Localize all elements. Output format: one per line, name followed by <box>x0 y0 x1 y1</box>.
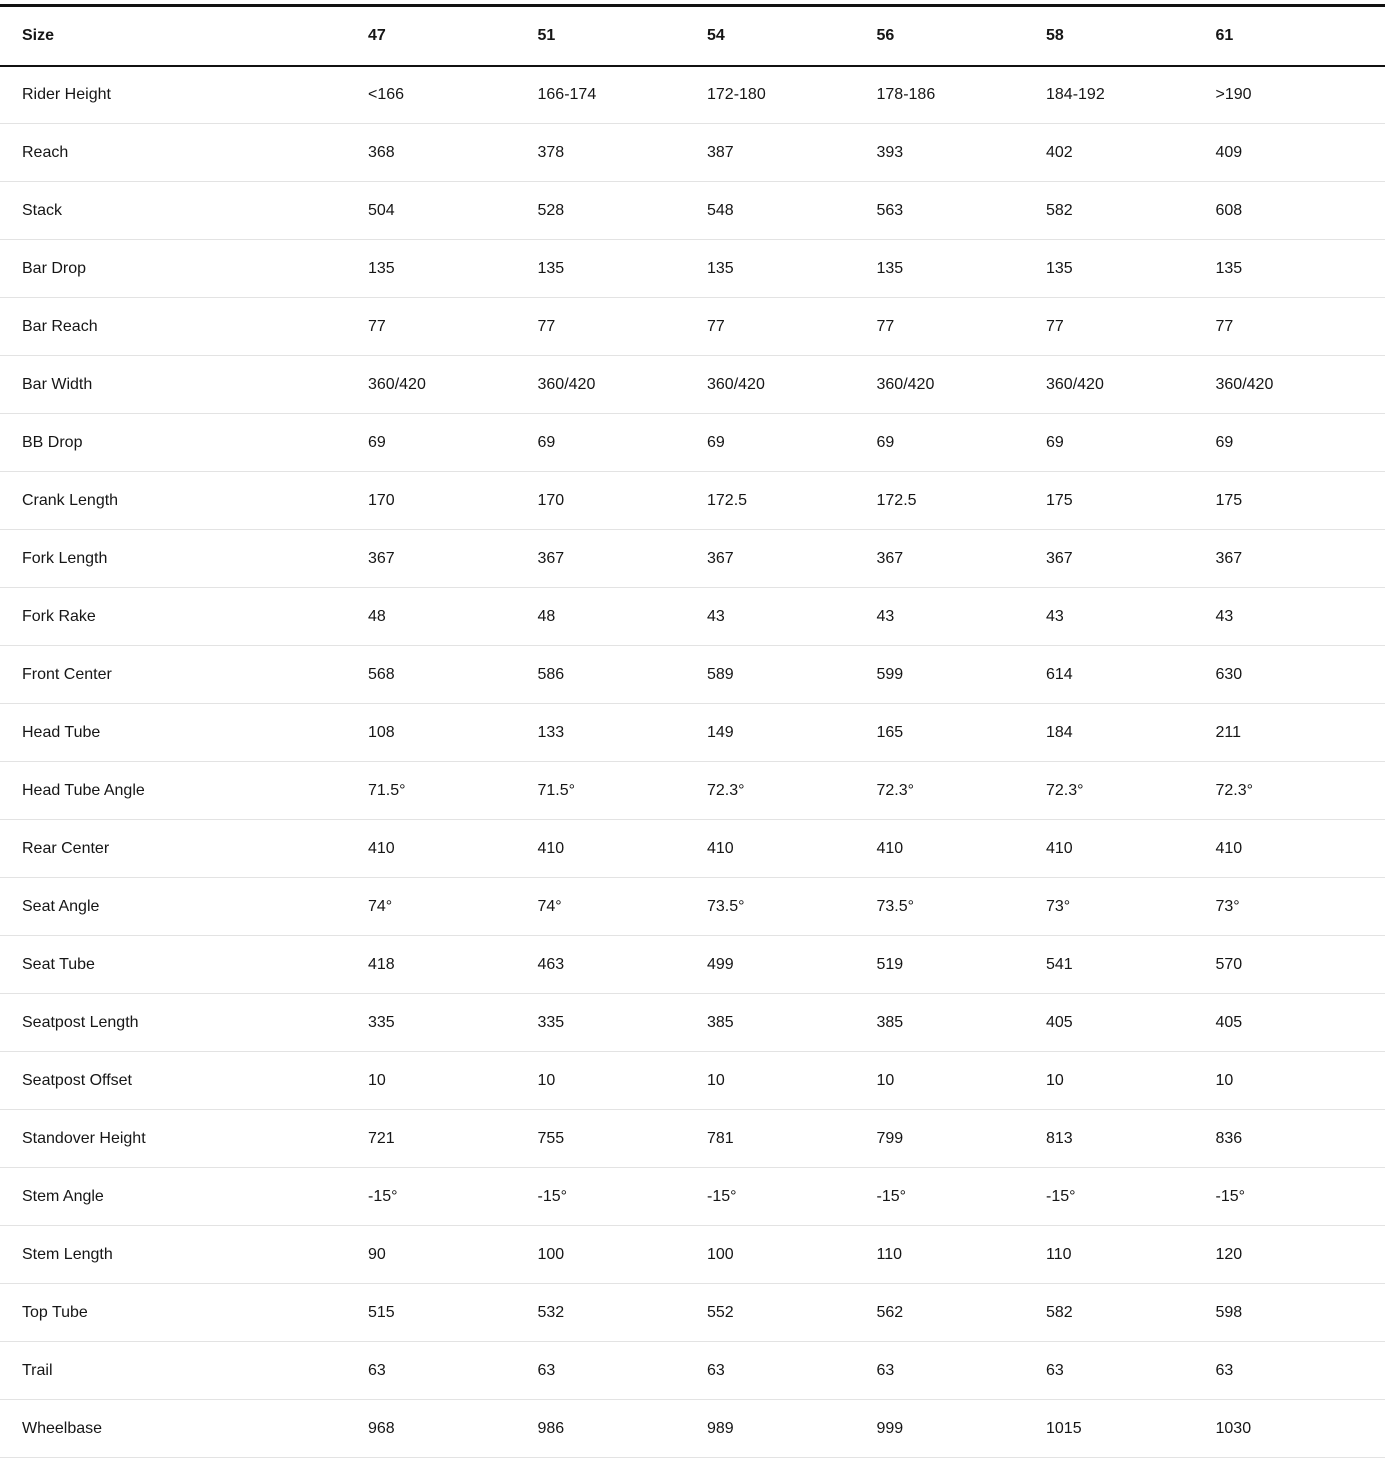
table-row <box>0 994 1385 1052</box>
table-row <box>0 1168 1385 1226</box>
cell: 608 <box>1216 182 1385 240</box>
row-label: Seat Angle <box>0 878 368 936</box>
cell: 135 <box>707 240 877 298</box>
cell: 43 <box>1046 588 1216 646</box>
row-label: Bar Drop <box>0 240 368 298</box>
cell: 409 <box>1216 124 1385 182</box>
cell: 367 <box>538 530 708 588</box>
cell: 73° <box>1216 878 1385 936</box>
cell: 43 <box>877 588 1047 646</box>
cell: 135 <box>1216 240 1385 298</box>
cell: 360/420 <box>877 356 1047 414</box>
cell: 63 <box>1216 1342 1385 1400</box>
cell: 73.5° <box>707 878 877 936</box>
cell: 71.5° <box>538 762 708 820</box>
cell: 172.5 <box>877 472 1047 530</box>
cell: 77 <box>538 298 708 356</box>
cell: 178-186 <box>877 66 1047 124</box>
row-label: Wheelbase <box>0 1400 368 1458</box>
cell: 10 <box>1216 1052 1385 1110</box>
cell: 360/420 <box>368 356 538 414</box>
cell: 110 <box>877 1226 1047 1284</box>
table-row <box>0 878 1385 936</box>
cell: 582 <box>1046 182 1216 240</box>
cell: 385 <box>707 994 877 1052</box>
cell: 149 <box>707 704 877 762</box>
cell: 10 <box>707 1052 877 1110</box>
cell: 172-180 <box>707 66 877 124</box>
cell: 515 <box>368 1284 538 1342</box>
row-label: Seatpost Length <box>0 994 368 1052</box>
cell: 43 <box>707 588 877 646</box>
cell: 69 <box>538 414 708 472</box>
cell: -15° <box>538 1168 708 1226</box>
cell: 836 <box>1216 1110 1385 1168</box>
cell: 410 <box>707 820 877 878</box>
cell: 77 <box>1046 298 1216 356</box>
cell: 69 <box>877 414 1047 472</box>
cell: 410 <box>1046 820 1216 878</box>
cell: 69 <box>1216 414 1385 472</box>
cell: 10 <box>368 1052 538 1110</box>
cell: 110 <box>1046 1226 1216 1284</box>
cell: 72.3° <box>1216 762 1385 820</box>
table-row <box>0 1400 1385 1458</box>
table-body <box>0 66 1385 1458</box>
cell: 968 <box>368 1400 538 1458</box>
cell: 77 <box>707 298 877 356</box>
row-label: Seat Tube <box>0 936 368 994</box>
cell: 72.3° <box>877 762 1047 820</box>
cell: <166 <box>368 66 538 124</box>
cell: -15° <box>707 1168 877 1226</box>
cell: 589 <box>707 646 877 704</box>
header-row <box>0 6 1385 66</box>
cell: 10 <box>877 1052 1047 1110</box>
cell: 166-174 <box>538 66 708 124</box>
cell: -15° <box>877 1168 1047 1226</box>
row-label: Trail <box>0 1342 368 1400</box>
row-label: Seatpost Offset <box>0 1052 368 1110</box>
table-row <box>0 124 1385 182</box>
cell: 43 <box>1216 588 1385 646</box>
cell: 135 <box>368 240 538 298</box>
cell: 63 <box>538 1342 708 1400</box>
column-header-size: 61 <box>1216 6 1385 66</box>
column-header-size: 56 <box>877 6 1047 66</box>
cell: 986 <box>538 1400 708 1458</box>
cell: 548 <box>707 182 877 240</box>
cell: 499 <box>707 936 877 994</box>
cell: 528 <box>538 182 708 240</box>
cell: 360/420 <box>1046 356 1216 414</box>
table-row <box>0 936 1385 994</box>
table-row <box>0 298 1385 356</box>
cell: 367 <box>1046 530 1216 588</box>
cell: 100 <box>538 1226 708 1284</box>
column-header-label: Size <box>0 6 368 66</box>
row-label: Front Center <box>0 646 368 704</box>
cell: 135 <box>1046 240 1216 298</box>
cell: 410 <box>538 820 708 878</box>
row-label: Stem Angle <box>0 1168 368 1226</box>
cell: 541 <box>1046 936 1216 994</box>
cell: 504 <box>368 182 538 240</box>
cell: 72.3° <box>1046 762 1216 820</box>
cell: 77 <box>877 298 1047 356</box>
cell: -15° <box>1046 1168 1216 1226</box>
row-label: Bar Width <box>0 356 368 414</box>
cell: 63 <box>368 1342 538 1400</box>
cell: 10 <box>1046 1052 1216 1110</box>
column-header-size: 51 <box>538 6 708 66</box>
table-row <box>0 356 1385 414</box>
cell: 120 <box>1216 1226 1385 1284</box>
cell: 74° <box>538 878 708 936</box>
cell: -15° <box>1216 1168 1385 1226</box>
cell: 71.5° <box>368 762 538 820</box>
cell: 63 <box>877 1342 1047 1400</box>
cell: -15° <box>368 1168 538 1226</box>
cell: 172.5 <box>707 472 877 530</box>
cell: 387 <box>707 124 877 182</box>
cell: 335 <box>538 994 708 1052</box>
cell: 813 <box>1046 1110 1216 1168</box>
cell: 582 <box>1046 1284 1216 1342</box>
cell: 563 <box>877 182 1047 240</box>
cell: 170 <box>368 472 538 530</box>
cell: 63 <box>1046 1342 1216 1400</box>
cell: 755 <box>538 1110 708 1168</box>
cell: 570 <box>1216 936 1385 994</box>
cell: 77 <box>368 298 538 356</box>
cell: 1015 <box>1046 1400 1216 1458</box>
table-row <box>0 530 1385 588</box>
table-row <box>0 472 1385 530</box>
cell: 721 <box>368 1110 538 1168</box>
cell: 48 <box>368 588 538 646</box>
cell: 367 <box>368 530 538 588</box>
row-label: Crank Length <box>0 472 368 530</box>
cell: 73° <box>1046 878 1216 936</box>
table-row <box>0 820 1385 878</box>
cell: 568 <box>368 646 538 704</box>
cell: 335 <box>368 994 538 1052</box>
cell: 552 <box>707 1284 877 1342</box>
cell: 77 <box>1216 298 1385 356</box>
cell: 378 <box>538 124 708 182</box>
row-label: Fork Rake <box>0 588 368 646</box>
table-row <box>0 1284 1385 1342</box>
row-label: Top Tube <box>0 1284 368 1342</box>
row-label: Reach <box>0 124 368 182</box>
cell: 90 <box>368 1226 538 1284</box>
cell: 360/420 <box>707 356 877 414</box>
cell: 175 <box>1216 472 1385 530</box>
cell: 614 <box>1046 646 1216 704</box>
cell: 10 <box>538 1052 708 1110</box>
table-row <box>0 762 1385 820</box>
row-label: Standover Height <box>0 1110 368 1168</box>
cell: 360/420 <box>1216 356 1385 414</box>
cell: 402 <box>1046 124 1216 182</box>
table-row <box>0 1342 1385 1400</box>
cell: >190 <box>1216 66 1385 124</box>
table-row <box>0 66 1385 124</box>
cell: 367 <box>877 530 1047 588</box>
cell: 100 <box>707 1226 877 1284</box>
cell: 405 <box>1216 994 1385 1052</box>
geometry-size-table <box>0 4 1385 1458</box>
cell: 367 <box>1216 530 1385 588</box>
cell: 519 <box>877 936 1047 994</box>
cell: 599 <box>877 646 1047 704</box>
cell: 135 <box>538 240 708 298</box>
table-row <box>0 1110 1385 1168</box>
cell: 108 <box>368 704 538 762</box>
cell: 133 <box>538 704 708 762</box>
cell: 410 <box>877 820 1047 878</box>
cell: 418 <box>368 936 538 994</box>
cell: 72.3° <box>707 762 877 820</box>
cell: 69 <box>1046 414 1216 472</box>
cell: 410 <box>1216 820 1385 878</box>
cell: 165 <box>877 704 1047 762</box>
cell: 360/420 <box>538 356 708 414</box>
cell: 367 <box>707 530 877 588</box>
table-row <box>0 588 1385 646</box>
cell: 368 <box>368 124 538 182</box>
cell: 781 <box>707 1110 877 1168</box>
column-header-size: 58 <box>1046 6 1216 66</box>
cell: 562 <box>877 1284 1047 1342</box>
table-row <box>0 414 1385 472</box>
cell: 69 <box>707 414 877 472</box>
column-header-size: 54 <box>707 6 877 66</box>
table-row <box>0 1226 1385 1284</box>
table-row <box>0 182 1385 240</box>
cell: 999 <box>877 1400 1047 1458</box>
column-header-size: 47 <box>368 6 538 66</box>
cell: 989 <box>707 1400 877 1458</box>
cell: 69 <box>368 414 538 472</box>
row-label: Head Tube Angle <box>0 762 368 820</box>
cell: 393 <box>877 124 1047 182</box>
cell: 385 <box>877 994 1047 1052</box>
cell: 48 <box>538 588 708 646</box>
cell: 532 <box>538 1284 708 1342</box>
cell: 405 <box>1046 994 1216 1052</box>
cell: 135 <box>877 240 1047 298</box>
cell: 463 <box>538 936 708 994</box>
row-label: Rear Center <box>0 820 368 878</box>
cell: 184-192 <box>1046 66 1216 124</box>
cell: 170 <box>538 472 708 530</box>
row-label: Rider Height <box>0 66 368 124</box>
row-label: Fork Length <box>0 530 368 588</box>
cell: 74° <box>368 878 538 936</box>
row-label: Head Tube <box>0 704 368 762</box>
cell: 410 <box>368 820 538 878</box>
row-label: BB Drop <box>0 414 368 472</box>
cell: 1030 <box>1216 1400 1385 1458</box>
cell: 799 <box>877 1110 1047 1168</box>
cell: 598 <box>1216 1284 1385 1342</box>
table-row <box>0 1052 1385 1110</box>
row-label: Bar Reach <box>0 298 368 356</box>
row-label: Stem Length <box>0 1226 368 1284</box>
cell: 630 <box>1216 646 1385 704</box>
table-row <box>0 240 1385 298</box>
row-label: Stack <box>0 182 368 240</box>
cell: 63 <box>707 1342 877 1400</box>
cell: 211 <box>1216 704 1385 762</box>
cell: 184 <box>1046 704 1216 762</box>
cell: 586 <box>538 646 708 704</box>
table-row <box>0 704 1385 762</box>
table-row <box>0 646 1385 704</box>
cell: 73.5° <box>877 878 1047 936</box>
cell: 175 <box>1046 472 1216 530</box>
